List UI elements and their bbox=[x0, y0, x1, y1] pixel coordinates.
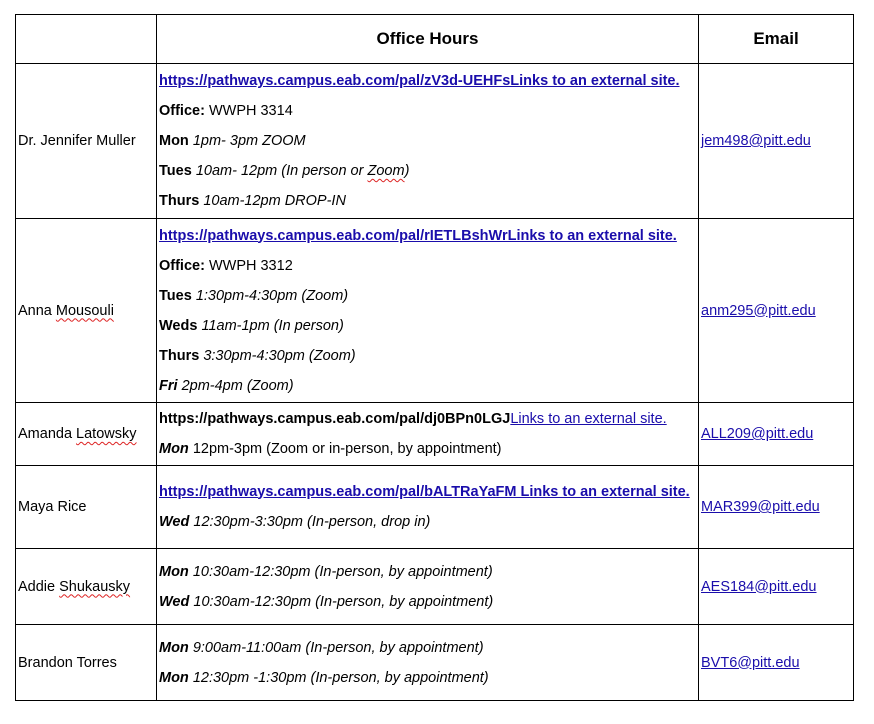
office-hours-cell bbox=[157, 219, 699, 403]
office-hours-cell bbox=[157, 64, 699, 219]
instructor-name: Brandon Torres bbox=[16, 625, 157, 701]
office-hours-cell bbox=[157, 466, 699, 549]
hours-line: Wed 10:30am-12:30pm (In-person, by appointment) bbox=[159, 593, 494, 610]
table-row bbox=[16, 64, 854, 219]
hours-line: Weds 11am-1pm (In person) bbox=[159, 317, 344, 334]
hours-line: Mon 1pm- 3pm ZOOM bbox=[159, 133, 306, 149]
email-cell bbox=[699, 219, 854, 403]
hours-line: Mon 9:00am-11:00am (In-person, by appointment) bbox=[159, 639, 484, 656]
instructor-name: Maya Rice bbox=[16, 466, 157, 549]
hours-line: Thurs 3:30pm-4:30pm (Zoom) bbox=[159, 347, 356, 364]
pathways-link[interactable]: https://pathways.campus.eab.com/pal/rIETLBshWrLinks to an external site. bbox=[159, 227, 677, 244]
email-cell bbox=[699, 549, 854, 625]
header-name bbox=[16, 15, 157, 64]
table-row bbox=[16, 403, 854, 466]
header-row bbox=[16, 15, 854, 64]
office-hours-cell bbox=[157, 625, 699, 701]
email-link[interactable]: anm295@pitt.edu bbox=[701, 302, 816, 319]
instructor-name: Amanda Latowsky bbox=[16, 403, 157, 466]
table-row bbox=[16, 625, 854, 701]
hours-line: Fri 2pm-4pm (Zoom) bbox=[159, 377, 294, 394]
hours-line: Mon 12:30pm -1:30pm (In-person, by appointment) bbox=[159, 669, 489, 686]
table-row bbox=[16, 466, 854, 549]
office-line: Office: WWPH 3314 bbox=[159, 103, 293, 119]
email-link[interactable]: BVT6@pitt.edu bbox=[701, 654, 800, 671]
email-link[interactable]: jem498@pitt.edu bbox=[701, 133, 811, 149]
office-hours-cell bbox=[157, 549, 699, 625]
hours-line: Mon 12pm-3pm (Zoom or in-person, by appointment) bbox=[159, 441, 502, 457]
email-cell bbox=[699, 625, 854, 701]
table-row bbox=[16, 549, 854, 625]
header-email: Email bbox=[699, 15, 854, 64]
external-site-link[interactable]: Links to an external site. bbox=[510, 411, 667, 427]
hours-line: Tues 1:30pm-4:30pm (Zoom) bbox=[159, 287, 349, 304]
hours-line: Tues 10am- 12pm (In person or Zoom) bbox=[159, 163, 410, 179]
instructor-name: Anna Mousouli bbox=[16, 219, 157, 403]
email-link[interactable]: AES184@pitt.edu bbox=[701, 578, 817, 595]
office-hours-table bbox=[15, 14, 854, 701]
email-cell bbox=[699, 64, 854, 219]
office-line: Office: WWPH 3312 bbox=[159, 257, 293, 274]
pathways-link[interactable]: https://pathways.campus.eab.com/pal/bALTRaYaFM Links to an external site. bbox=[159, 483, 690, 500]
email-cell bbox=[699, 466, 854, 549]
hours-line: Thurs 10am-12pm DROP-IN bbox=[159, 193, 346, 209]
office-hours-cell bbox=[157, 403, 699, 466]
table-row bbox=[16, 219, 854, 403]
hours-line: Wed 12:30pm-3:30pm (In-person, drop in) bbox=[159, 513, 431, 530]
email-link[interactable]: MAR399@pitt.edu bbox=[701, 499, 820, 515]
instructor-name: Addie Shukausky bbox=[16, 549, 157, 625]
pathways-url-text: https://pathways.campus.eab.com/pal/dj0BPn0LGJ bbox=[159, 411, 511, 427]
instructor-name: Dr. Jennifer Muller bbox=[16, 64, 157, 219]
email-cell bbox=[699, 403, 854, 466]
header-office-hours: Office Hours bbox=[157, 15, 699, 64]
hours-line: Mon 10:30am-12:30pm (In-person, by appointment) bbox=[159, 563, 493, 580]
pathways-link[interactable]: https://pathways.campus.eab.com/pal/zV3d-UEHFsLinks to an external site. bbox=[159, 73, 680, 89]
email-link[interactable]: ALL209@pitt.edu bbox=[701, 426, 814, 442]
